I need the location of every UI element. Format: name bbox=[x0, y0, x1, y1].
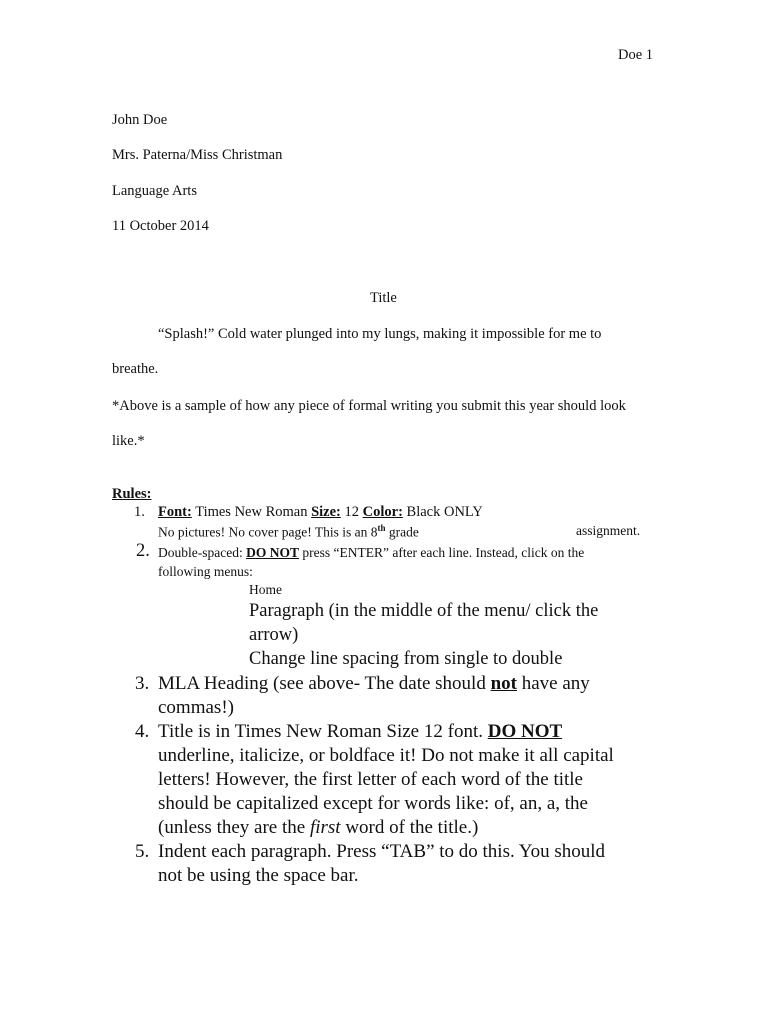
rule-4-text-a: Title is in Times New Roman Size 12 font. bbox=[158, 721, 483, 742]
rule-5-line-2: not be using the space bar. bbox=[158, 865, 359, 886]
rule-4-first: first bbox=[309, 817, 341, 838]
rule-4-do-not: DO NOT bbox=[487, 721, 563, 742]
rule-4-number: 4. bbox=[135, 721, 150, 742]
rule-4-line-3: letters! However, the first letter of each word of the title bbox=[158, 769, 583, 790]
sample-note-line-1: *Above is a sample of how any piece of formal writing you submit this year should look bbox=[112, 398, 626, 414]
rule-4-text-a: (unless they are the bbox=[158, 817, 306, 838]
sample-note-line-2: like.* bbox=[112, 433, 145, 449]
rules-heading: Rules: bbox=[112, 486, 152, 502]
rule-4-line-5 bbox=[158, 817, 478, 839]
rule-4-line-4: should be capitalized except for words like: of, an, a, the bbox=[158, 793, 588, 814]
rule-3-line-2: commas!) bbox=[158, 697, 234, 718]
rule-1-number: 1. bbox=[134, 504, 145, 520]
menu-paragraph-line-1: Paragraph (in the middle of the menu/ click the bbox=[249, 601, 599, 621]
ordinal-suffix: th bbox=[377, 523, 386, 533]
rule-1-line-1 bbox=[158, 504, 483, 521]
grade-word: grade bbox=[388, 524, 419, 540]
size-value: 12 bbox=[344, 504, 360, 520]
rule-1-line-2-text: No pictures! No cover page! This is an 8 bbox=[158, 524, 378, 540]
page-number-header: Doe 1 bbox=[618, 47, 654, 63]
rule-3-text-a: MLA Heading (see above- The date should bbox=[158, 673, 486, 694]
rule-2-line-2: following menus: bbox=[158, 564, 253, 579]
rule-2-line-1 bbox=[158, 545, 584, 561]
assignment-word: assignment. bbox=[576, 523, 641, 538]
menu-line-spacing: Change line spacing from single to double bbox=[249, 649, 563, 669]
rule-2-text-a: Double-spaced: bbox=[158, 545, 243, 560]
color-value: Black ONLY bbox=[406, 504, 483, 520]
rule-2-number: 2. bbox=[136, 541, 150, 561]
sample-paragraph-line-1: “Splash!” Cold water plunged into my lungs, making it impossible for me to bbox=[158, 326, 602, 342]
student-name: John Doe bbox=[112, 112, 168, 128]
course-name: Language Arts bbox=[112, 183, 197, 199]
sample-paragraph-line-2: breathe. bbox=[112, 361, 159, 377]
rule-4-line-2: underline, italicize, or boldface it! Do not make it all capital bbox=[158, 745, 614, 766]
date: 11 October 2014 bbox=[112, 218, 209, 234]
color-label: Color: bbox=[362, 504, 403, 520]
font-label: Font: bbox=[158, 504, 192, 520]
rule-4-line-1 bbox=[158, 721, 562, 743]
menu-home: Home bbox=[249, 582, 282, 597]
rule-3-line-1 bbox=[158, 673, 590, 695]
rule-4-text-c: word of the title.) bbox=[345, 817, 479, 838]
size-label: Size: bbox=[311, 504, 341, 520]
essay-title: Title bbox=[370, 290, 397, 306]
font-value: Times New Roman bbox=[195, 504, 308, 520]
rule-2-text-c: press “ENTER” after each line. Instead, click on the bbox=[302, 545, 585, 560]
rule-3-text-c: have any bbox=[521, 673, 590, 694]
rule-2-do-not: DO NOT bbox=[246, 545, 299, 560]
menu-paragraph-line-2: arrow) bbox=[249, 625, 299, 645]
rule-5-line-1: Indent each paragraph. Press “TAB” to do this. You should bbox=[158, 841, 606, 862]
teacher-name: Mrs. Paterna/Miss Christman bbox=[112, 147, 283, 163]
rule-5-number: 5. bbox=[135, 841, 150, 862]
rule-1-line-2 bbox=[158, 523, 419, 541]
rule-3-number: 3. bbox=[135, 673, 150, 694]
rule-3-not: not bbox=[490, 673, 517, 694]
